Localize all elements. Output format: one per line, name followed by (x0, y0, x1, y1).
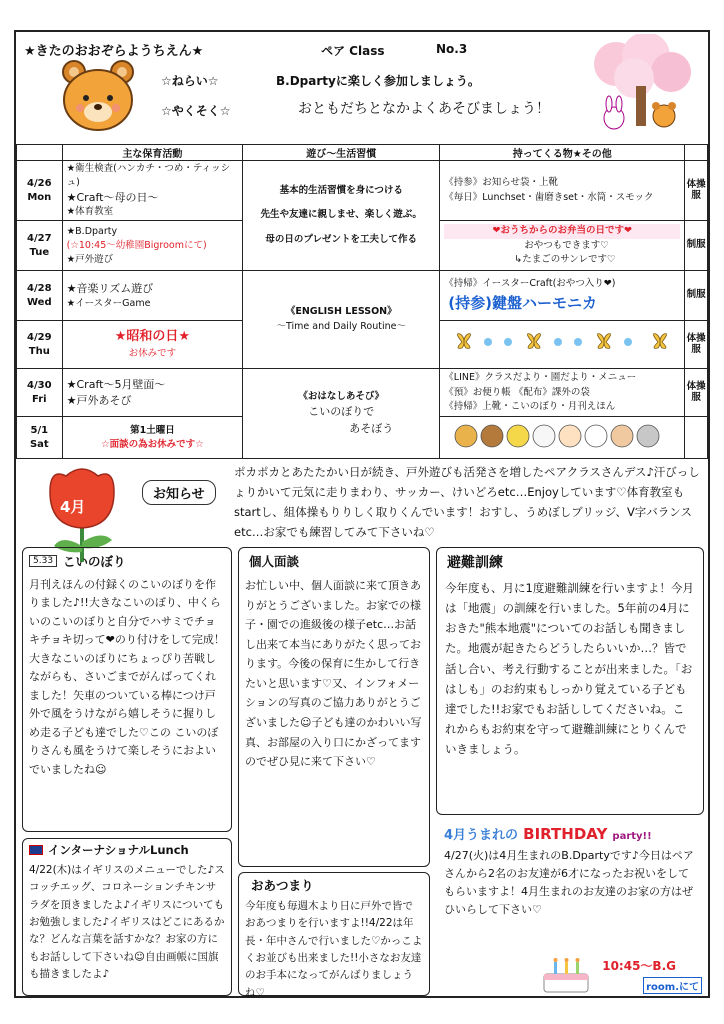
bring-item: (持参)鍵盤ハーモニカ (448, 293, 598, 312)
date-cell (17, 417, 63, 459)
bring-item: 《LINE》クラスだより・園だより・メニュー (444, 372, 637, 384)
holiday-label: ★昭和の日★ (114, 329, 191, 345)
activity-item: ★戸外遊び (66, 253, 114, 265)
table-row (17, 271, 708, 321)
date: 4/28 (27, 282, 52, 294)
drill-title: 避難訓練 (447, 555, 503, 571)
date: 4/27 (27, 232, 52, 244)
life-item: 先生や友達に親しませ、楽しく遊ぶ。 (260, 209, 422, 221)
bring-cell (440, 321, 685, 369)
weekday: Tue (29, 246, 50, 258)
koinobori-section (22, 547, 232, 832)
interview-section (238, 547, 430, 867)
wear-cell: 制服 (685, 221, 708, 271)
bring-item: 《持帰》イースターCraft(おやつ入り❤) (444, 278, 616, 290)
bring-cell (440, 417, 685, 459)
weekday: Mon (27, 191, 52, 203)
class-name: ペア Class (321, 44, 385, 58)
bring-item: 《毎日》Lunchset・歯磨きset・水筒・スモック (444, 191, 654, 203)
date-cell (17, 161, 63, 221)
newsletter-title: ★きたのおおぞらようちえん★ (24, 44, 204, 59)
koinobori-title: こいのぼり (63, 554, 126, 569)
bring-item: 《持参》お知らせ袋・上靴 (444, 177, 559, 189)
bear-icon (56, 54, 140, 138)
weekday: Thu (28, 345, 50, 357)
activity-item: ★B.Dparty (66, 226, 118, 238)
bring-item: ↳たまごのサンレです♡ (514, 253, 616, 265)
date: 4/29 (27, 331, 52, 343)
birthday-section (436, 822, 706, 998)
wear-cell: 制服 (685, 271, 708, 321)
activity-item: ★戸外あそび (66, 393, 132, 407)
interview-title: 個人面談 (249, 554, 300, 569)
wear-cell: 体操服 (685, 161, 708, 221)
weekday: Fri (32, 393, 47, 405)
issue-number: No.3 (436, 42, 468, 56)
life-item: こいのぼりで (308, 405, 375, 419)
table-header-bring: 持ってくる物★その他 (440, 145, 685, 161)
date-cell (17, 321, 63, 369)
table-header-activities: 主な保育活動 (62, 145, 243, 161)
table-row (17, 161, 708, 221)
life-habit-cell-2 (243, 271, 440, 369)
activity-cell (62, 161, 243, 221)
koinobori-badge: 5.33 (29, 555, 57, 567)
table-header-row (17, 145, 708, 161)
life-item: ～Time and Daily Routine～ (276, 320, 406, 332)
table-header-date (17, 145, 63, 161)
wear-cell (685, 417, 708, 459)
bring-item: 《預》お便り帳 《配布》課外の袋 (444, 386, 590, 398)
life-habit-cell-1 (243, 161, 440, 271)
life-item: 《ENGLISH LESSON》 (285, 306, 397, 318)
wear-cell: 体操服 (685, 321, 708, 369)
activity-item: ★衛生検査(ハンカチ・つめ・ティッシュ) (66, 163, 231, 188)
promise-label: ☆やくそく☆ (161, 104, 231, 118)
bring-cell (440, 221, 685, 271)
month-badge: 4月 (60, 498, 86, 516)
international-lunch-title: インターナショナルLunch (48, 843, 189, 857)
cherry-tree-icon (576, 34, 696, 138)
date-cell (17, 369, 63, 417)
drill-body: 今年度も、月に1度避難訓練を行いますよ！今月は「地震」の訓練を行いました。5年前の4月におきた"熊本地震"についてのお話しも聞きました。地震が起きたらどうしたらいいか…？皆で話し合い、考え行動することが出来ました。「おはしも」のお約束もしっかり覚えている子ども達でした!!お家でもお話ししてくださいね。これからもお約束を守って避難訓練にとりくんでいきましょう。 (445, 581, 694, 756)
birthday-title-prefix: 4月うまれの (444, 828, 519, 843)
life-item: 基本的生活習慣を身につける (279, 185, 403, 197)
activity-item: ★Craft～母の日～ (66, 190, 159, 204)
life-item: 《おはなしあそび》 (298, 391, 385, 403)
activity-item: ★体育教室 (66, 206, 114, 218)
activity-cell (62, 369, 243, 417)
activity-cell (62, 321, 243, 369)
activity-item: ★イースターGame (66, 297, 151, 309)
aim-text: B.Dpartyに楽しく参加しましょう。 (276, 74, 480, 88)
gathering-body: 今年度も毎週木より日に戸外で皆でおあつまりを行いますよ!!4/22は年長・年中さんで行いました♡かっこよくお並びも出来ました!!小さなお友達のお手本になってがんばりましょうね♡ (245, 900, 423, 999)
activity-item: ★音楽リズム遊び (66, 281, 154, 295)
uk-flag-icon (29, 845, 43, 855)
date-cell (17, 271, 63, 321)
activity-item: (☆10:45～幼稚園Bigroomにて) (66, 239, 207, 251)
table-header-life: 遊び～生活習慣 (243, 145, 440, 161)
table-row (17, 369, 708, 417)
bring-item: おやつもできます♡ (524, 239, 609, 251)
activity-cell (62, 271, 243, 321)
activity-cell (62, 221, 243, 271)
promise-text: おともだちとなかよくあそびましょう！ (298, 101, 550, 117)
date-cell (17, 221, 63, 271)
date: 5/1 (30, 424, 49, 436)
date: 4/26 (27, 177, 52, 189)
gathering-title: おあつまり (251, 878, 314, 893)
gathering-section (238, 872, 430, 999)
activity-item: ☆面談の為お休みです☆ (101, 438, 204, 450)
bring-cell (440, 369, 685, 417)
date: 4/30 (27, 379, 52, 391)
international-lunch-section (22, 838, 232, 996)
bring-cell (440, 271, 685, 321)
birthday-title-suffix: party!! (612, 831, 652, 842)
life-habit-cell-3 (243, 369, 440, 459)
newsletter-sheet (14, 30, 710, 998)
life-item: あそぼう (349, 421, 394, 435)
aim-label: ☆ねらい☆ (161, 74, 219, 88)
notice-text: ポカポカとあたたかい日が続き、戸外遊びも活発さを増したペアクラスさんデス♪汗びっしょりかいて元気に走りまわり、サッカー、けいどろetc…Enjoyしています♡体育教室もstartし、組体操もりりしく取りくんでいます！おすし、うめぼしブリッジ、V字バランスetc…お家でも練習してみて下さいね♡ (234, 465, 700, 540)
birthday-room: room.にて (643, 977, 702, 994)
bring-cell (440, 161, 685, 221)
international-lunch-body: 4/22(木)はイギリスのメニューでした♪スコッチエッグ、コロネーションチキンサラダを頂きましたよ♪イギリスについてもお勉強しました♪イギリスはどこにあるかな？どんな言葉を話すかな？お家の方にもお話しして下さいね☺自由画帳に国旗も描きましたよ♪ (29, 864, 225, 980)
activity-cell (62, 417, 243, 459)
birthday-cake-icon (536, 956, 596, 996)
animal-parade-icon (452, 418, 672, 452)
birthday-title-word: BIRTHDAY (523, 825, 608, 843)
birthday-time: 10:45～B.G (602, 959, 676, 973)
weekly-schedule-table (16, 144, 708, 459)
table-header-wear (685, 145, 708, 161)
weekday: Sat (29, 438, 49, 450)
wear-cell: 体操服 (685, 369, 708, 417)
notice-label: お知らせ (142, 480, 216, 505)
activity-item: ★Craft～5月壁面～ (66, 377, 166, 391)
koinobori-body: 月刊えほんの付録くのこいのぼりを作りました♪!!大きなこいのぼり、中くらいのこいのぼりと自分でハサミでチョキチョキ切って❤のり付けをして完成！大きなこいのぼりにちょっぴり苦戦しながらも、さいごまでがんばってくれました！矢車のついている棒につけ戸外で風をうけながら嬉しそうに握りしめ走る子ども達でした♡この こいのぼりさんも風をうけて楽しそうにおよいでいましたね☺ (29, 578, 225, 776)
birthday-body: 4/27(火)は4月生まれのB.Dpartyです♪今日はペアさんから2名のお友達が6才になったお祝いをしてもらいますよ！4月生まれのお友達のお家の方はぜひいらして下さい♡ (444, 849, 694, 917)
life-item: 母の日のプレゼントを工夫して作る (265, 233, 418, 245)
bring-item: 《持帰》上靴・こいのぼり・月刊えほん (444, 400, 616, 412)
butterfly-decoration-icon (452, 330, 672, 354)
evacuation-drill-section (436, 547, 704, 815)
activity-item: 第1土曜日 (130, 425, 175, 437)
interview-body: お忙しい中、個人面談に来て頂きありがとうございました。お家での様子・園での進級後の様子etc…お話し出来て本当にありがたく思っております。今後の保育に生かして行きたいと思います♡又、インフォメーションの写真のご協力ありがとうございました☺子ども達のかわいい写真、お部屋の入り口にかざってますのでぜひ見に来て下さい♡ (245, 579, 422, 769)
activity-item: お休みです (128, 348, 177, 360)
weekday: Wed (27, 296, 52, 308)
bring-item: ❤おうちからのお弁当の日です❤ (444, 224, 680, 238)
